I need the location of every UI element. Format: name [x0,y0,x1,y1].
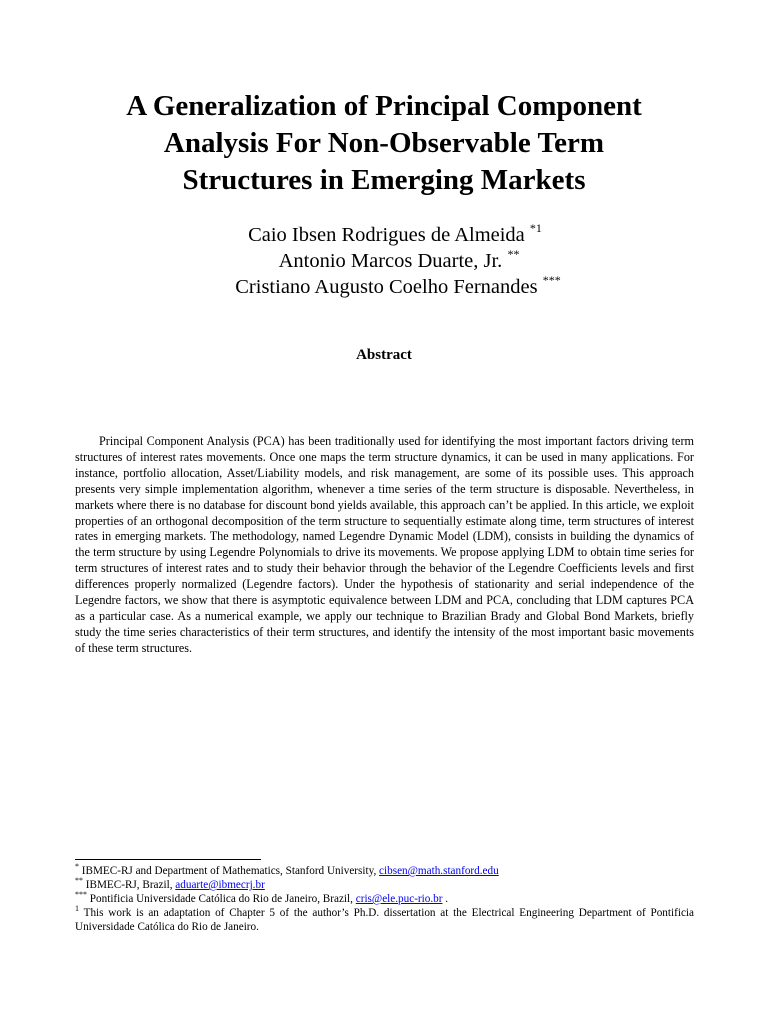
author-name: Antonio Marcos Duarte, Jr. [278,250,503,272]
footnote-trail: . [445,892,449,905]
footnote-divider [75,859,261,860]
footnote [75,889,694,907]
title-line: Structures in Emerging Markets [182,164,586,196]
author-affiliation-mark: *** [542,273,561,287]
footnote-mark: *** [75,889,87,899]
footnote-text: This work is an adaptation of Chapter 5 of the author’s Ph.D. dissertation at the Electrical Engineering Department of Pontificia Universidade Católica do Rio de Janeiro. [75,906,694,933]
title-line: A Generalization of Principal Component [126,90,642,122]
author-email-link[interactable]: cibsen@math.stanford.edu [379,865,499,877]
footnote [75,862,694,879]
footnote-mark: * [75,862,79,871]
title-line: Analysis For Non-Observable Term [163,127,605,159]
author-list [60,222,708,300]
author [60,274,708,300]
footnote-mark: ** [75,875,83,885]
author-affiliation-mark: ** [507,247,520,261]
author-name: Cristiano Augusto Coelho Fernandes [235,276,538,298]
footnote-text: IBMEC-RJ and Department of Mathematics, Stanford University, [81,865,377,877]
author [60,222,708,248]
abstract-heading: Abstract [356,347,412,363]
footnote [75,875,694,893]
footnote [75,903,694,935]
footnotes [75,862,694,935]
author [60,248,708,274]
author-email-link[interactable]: aduarte@ibmecrj.br [175,878,265,891]
author-name: Caio Ibsen Rodrigues de Almeida [248,224,525,246]
footnote-text: IBMEC-RJ, Brazil, [85,878,173,891]
author-affiliation-mark: *1 [529,221,542,235]
footnote-mark: 1 [75,903,79,913]
author-email-link[interactable]: cris@ele.puc-rio.br [355,892,443,905]
paper-title [60,88,708,199]
abstract-body: Principal Component Analysis (PCA) has been traditionally used for identifying the most important factors driving term structures of interest rates movements. Once one maps the term structure dynamics, it can be used in many applications. For instance, portfolio allocation, Asset/Liability models, and risk management, are some of its possible uses. This approach presents very simple implementation algorithm, whenever a time series of the term structure is disposable. Nevertheless, in markets where there is no database for discount bond yields available, this approach can’t be applied. In this article, we exploit properties of an orthogonal decomposition of the term structure to sequentially estimate along time, term structures of interest rates in emerging markets. The methodology, named Legendre Dynamic Model (LDM), consists in building the dynamics of the term structure by using Legendre Polynomials to drive its movements. We propose applying LDM to obtain time series for term structures of interest rates and to study their behavior through the behavior of the Legendre Coefficients levels and first differences properly normalized (Legendre factors). Under the hypothesis of stationarity and serial independence of the Legendre factors, we show that there is asymptotic equivalence between LDM and PCA, concluding that LDM captures PCA as a particular case. As a numerical example, we apply our technique to Brazilian Brady and Global Bond Markets, briefly study the time series characteristics of their term structures, and identify the intensity of the most important basic movements of these term structures. [75,434,694,655]
footnote-text: Pontificia Universidade Católica do Rio de Janeiro, Brazil, [89,892,353,905]
